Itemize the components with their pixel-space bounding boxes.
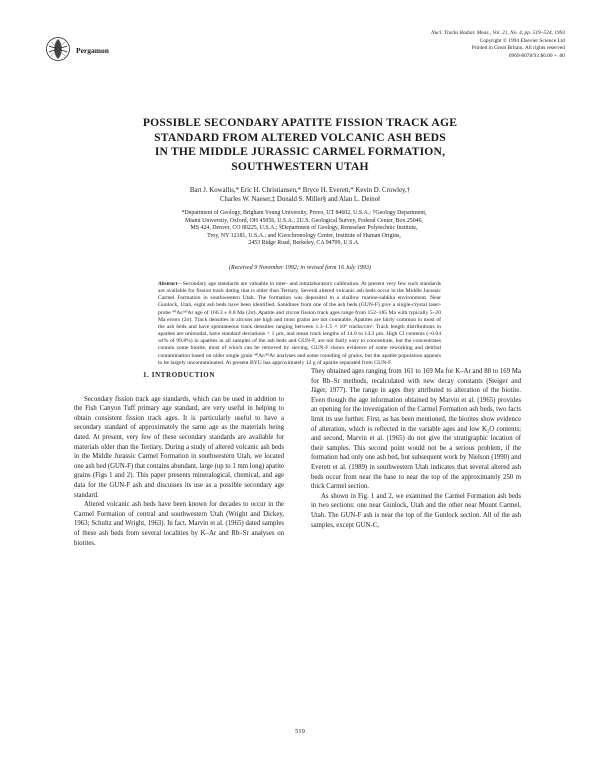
affiliation-line: MS 424, Denver, CO 80225, U.S.A.; §Department of Geology, Rensselaer Polytechnic Institute, (190, 225, 418, 232)
page-number: 519 (295, 728, 305, 735)
body-column-left (74, 365, 284, 548)
author-line: Charles W. Naeser,‡ Donald S. Miller§ and Alan L. Deino‖ (219, 196, 380, 203)
journal-citation (395, 30, 565, 60)
publisher-name: Pergamon (76, 46, 109, 55)
body-paragraph: As shown in Fig. 1 and 2, we examined the Carmel Formation ash beds in two sections: one near Gunlock, Utah and the other near Mount Carmel, Utah. The GUN-F ash is near the top of the Gunlock section. All of the ash samples, except GUN-C, (311, 492, 521, 529)
abstract (158, 281, 441, 367)
author-line: Bart J. Kowallis,* Eric H. Christiansen,* Bryce H. Everett,* Kevin D. Crowley,† (189, 187, 411, 194)
citation-line: Copyright © 1994 Elsevier Science Ltd (479, 37, 565, 44)
affiliation-line: Miami University, Oxford, OH 45056, U.S.A.; ‡U.S. Geological Survey, Federal Center, Box 25046, (184, 217, 424, 224)
citation-line: Printed in Great Britain. All rights reserved (471, 45, 565, 52)
title-line: IN THE MIDDLE JURASSIC CARMEL FORMATION, (154, 145, 446, 158)
title-line: SOUTHWESTERN UTAH (231, 159, 369, 173)
publisher-logo-icon (45, 36, 71, 62)
citation-line: Nucl. Tracks Radiat. Meas., Vol. 21, No. 4, pp. 519–524, 1993 (431, 30, 565, 36)
received-dates: (Received 9 November 1992; in revised form 16 July 1993) (229, 265, 371, 271)
title-line: STANDARD FROM ALTERED VOLCANIC ASH BEDS (154, 130, 446, 144)
affiliations (88, 210, 520, 248)
abstract-label: Abstract (158, 281, 178, 287)
abstract-text: —Secondary age standards are valuable in inter- and intralaboratory calibration. At present very few such standards are available for fission track dating that is older than Tertiary. Several altered volcanic ash beds occur in the Middle Jurassic Carmel Formation in southwestern Utah. The formation was deposited in a shallow marine-sabkha environment. Near Gunlock, Utah, eight ash beds have been identified. Sanidines from one of the ash beds (GUN-F) give a single-crystal laser-probe ⁴⁰Ar/³⁹Ar age of 166.3 ± 0.8 Ma (2σ). Apatite and zircon fission track ages range from 152–185 Ma with typically 5–20 Ma errors (2σ). Track densities in zircons are high and most grains are not countable. Apatites are fairly common in most of the ash beds and have spontaneous track densities ranging between 1.3–1.5 × 10⁶ tracks/cm². Track length distributions in apatites are unimodal, have standard deviations < 1 μm, and mean track lengths of 14.0 to 14.3 μm. High Cl contents (~0.04 wt% of 99.8%) in apatites in all samples of the ash beds and GUN-F, are not fairly easy to concentrate, but the concentrates contain some biotite, most of which can be removed by sieving. GUN-F shows evidence of some reworking and detrital contamination based on older single grain ⁴⁰Ar/³⁹Ar analyses and some rounding of grains, but the apatite population appears to be largely uncontaminated. At present BYU has approximately 12 g of apatite separated from GUN-F. (158, 281, 441, 366)
affiliation-line: Troy, NY 12181, U.S.A.; and ‖Geochronology Center, Institute of Human Origins, (207, 232, 401, 239)
affiliation-line: *Department of Geology, Brigham Young University, Provo, UT 84602, U.S.A.; †Geology Department, (181, 210, 427, 216)
section-heading: 1. INTRODUCTION (142, 371, 215, 379)
body-paragraph: Altered volcanic ash beds have been known for decades to occur in the Carmel Formation of central and southwestern Utah (Wright and Dickey, 1963; Schultz and Wright, 1963). In fact, Marvin et al. (1965) dated samples of these ash beds from several localities by K–Ar and Rb–Sr analyses on biotites. (74, 501, 284, 547)
body-column-right (311, 367, 521, 530)
author-list (90, 186, 510, 204)
title-line: POSSIBLE SECONDARY APATITE FISSION TRACK AGE (142, 116, 458, 129)
body-paragraph: Secondary fission track age standards, which can be used in addition to the Fish Canyon Tuff primary age standard, are very useful in helping to obtain consistent fission track ages. It is particularly useful to have a secondary standard of approximately the same age as the materials being dated. At present, very few of these secondary standards are available for materials older than the Tertiary. During a study of altered volcanic ash beds in the Middle Jurassic Carmel Formation in southwestern Utah, we located one ash bed (GUN-F) that contains abundant, large (up to 1 mm long) apatite grains (Figs 1 and 2). This paper presents mineralogical, chemical, and age data for the GUN-F ash and discusses its use as a possible secondary age standard. (74, 395, 284, 499)
paper-title (60, 116, 540, 174)
citation-line: 0969-8078/93 $6.00 + .00 (508, 52, 565, 59)
body-paragraph: They obtained ages ranging from 161 to 169 Ma for K–Ar and 88 to 169 Ma for Rb–Sr methods, recalculated with new decay constants (Steiger and Jäger, 1977). The range in ages they attributed to alteration of the biotite. Even though the age information obtained by Marvin et al. (1965) provides an opening for the investigation of the Carmel Formation ash beds, two facts limit its use further. First, as has been mentioned, the biotites show evidence of alteration, which is reflected in the variable ages and low K₂O contents; and second, Marvin et al. (1965) do not give the stratigraphic location of their samples. This second point would not be a serious problem, if the formation had only one ash bed, but subsequent work by Nielson (1990) and Everett et al. (1989) in southwestern Utah indicates that several altered ash beds occur from near the base to near the top of the approximately 250 m thick Carmel section. (311, 368, 521, 491)
affiliation-line: 2453 Ridge Road, Berkeley, CA 94709, U.S.A. (248, 240, 360, 247)
